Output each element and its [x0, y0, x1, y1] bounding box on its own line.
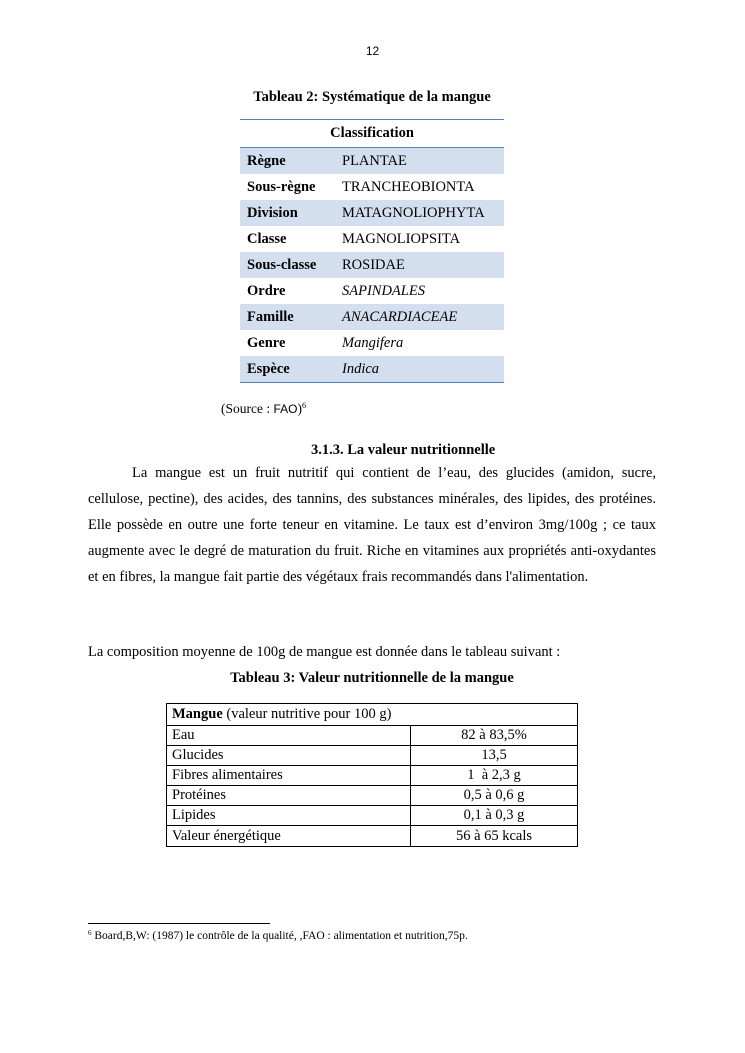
footnote-separator	[88, 923, 270, 924]
row-label: Genre	[247, 334, 286, 351]
table-row	[167, 746, 578, 766]
table-row	[240, 226, 504, 252]
table-row	[240, 304, 504, 330]
row-label: Valeur énergétique	[167, 826, 411, 847]
row-value: TRANCHEOBIONTA	[342, 178, 475, 195]
row-label: Fibres alimentaires	[167, 766, 411, 786]
paragraph-text: La mangue est un fruit nutritif qui contient de l’eau, des glucides (amidon, sucre, cellulose, pectine), des acides, des tannins, des substances minérales, des lipides, des protéines. Elle possède en outre une forte teneur en vitamine. Le taux est d’environ 3mg/100g ; ce taux augmente avec le degré de maturation du fruit. Riche en vitamines aux propriétés anti-oxydantes et en fibres, la mangue fait partie des végétaux frais recommandés dans l'alimentation.	[88, 465, 656, 585]
table2-caption: Tableau 2: Systématique de la mangue	[253, 89, 491, 105]
table-header-row	[240, 120, 504, 148]
source-name: FAO	[273, 402, 298, 416]
row-label: Espèce	[240, 356, 335, 383]
table-row	[240, 174, 504, 200]
table-row	[167, 826, 578, 847]
source-suffix: )	[297, 401, 302, 416]
row-label: Protéines	[167, 786, 411, 806]
body-paragraph	[88, 460, 656, 590]
row-label: Sous-classe	[240, 252, 335, 278]
row-value: MATAGNOLIOPHYTA	[335, 200, 504, 226]
row-label: Sous-règne	[247, 178, 316, 195]
row-label: Règne	[240, 148, 335, 175]
row-label: Lipides	[167, 806, 411, 826]
row-value: 82 à 83,5%	[411, 726, 578, 746]
header-rest: (valeur nutritive pour 100 g)	[222, 706, 392, 722]
table-row	[167, 786, 578, 806]
table-row	[167, 726, 578, 746]
table-row	[240, 356, 504, 383]
classification-table	[240, 119, 504, 383]
row-value: Indica	[335, 356, 504, 383]
footnote	[88, 929, 468, 942]
table-row	[240, 252, 504, 278]
nutrition-table	[166, 703, 578, 847]
footnote-text: Board,B,W: (1987) le contrôle de la qualité, ,FAO : alimentation et nutrition,75p.	[91, 930, 468, 942]
table-row	[240, 330, 504, 356]
section-heading-text: 3.1.3. La valeur nutritionnelle	[311, 442, 496, 458]
header-bold: Mangue	[172, 706, 223, 722]
row-value: Mangifera	[342, 334, 404, 351]
row-value: PLANTAE	[335, 148, 504, 175]
source-note	[221, 401, 306, 417]
row-value: 0,5 à 0,6 g	[411, 786, 578, 806]
row-value: 0,1 à 0,3 g	[411, 806, 578, 826]
row-value: 13,5	[411, 746, 578, 766]
source-prefix: (Source :	[221, 401, 274, 416]
row-value: 56 à 65 kcals	[411, 826, 578, 847]
table-header: Classification	[240, 120, 504, 148]
table-row	[167, 766, 578, 786]
row-label: Division	[240, 200, 335, 226]
footnote-number: 6	[88, 929, 92, 937]
table-row	[240, 278, 504, 304]
section-heading	[0, 442, 745, 459]
table-row	[240, 200, 504, 226]
footnote-ref: 6	[302, 401, 306, 410]
row-label: Famille	[240, 304, 335, 330]
row-value: ROSIDAE	[335, 252, 504, 278]
table-row	[167, 806, 578, 826]
row-label: Eau	[167, 726, 411, 746]
row-label: Ordre	[247, 282, 286, 299]
table3-caption: Tableau 3: Valeur nutritionnelle de la mangue	[230, 670, 514, 686]
row-value: ANACARDIACEAE	[335, 304, 504, 330]
row-label: Glucides	[167, 746, 411, 766]
row-label: Classe	[247, 230, 287, 247]
table-header-row	[167, 704, 578, 726]
row-value: SAPINDALES	[342, 282, 425, 299]
table-row	[240, 148, 504, 175]
intro-sentence: La composition moyenne de 100g de mangue est donnée dans le tableau suivant :	[88, 644, 561, 660]
row-value: MAGNOLIOPSITA	[342, 230, 461, 247]
page-number: 12	[365, 44, 380, 58]
row-value: 1 à 2,3 g	[411, 766, 578, 786]
table-header	[167, 704, 578, 726]
